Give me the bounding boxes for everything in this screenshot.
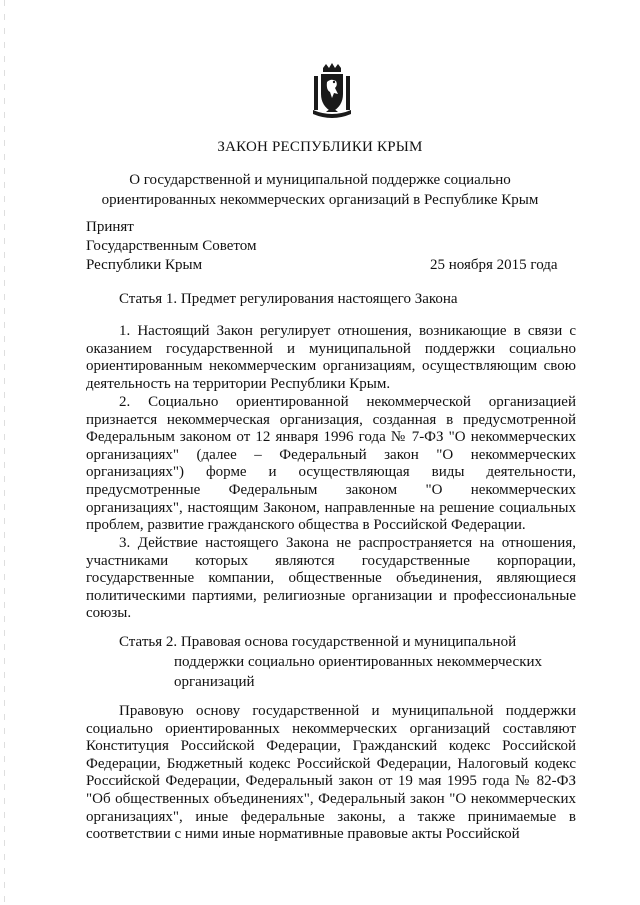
scan-edge-artifact — [4, 0, 5, 905]
adopted-label: Принят — [86, 219, 134, 235]
article-1-paragraph-2: 2. Социально ориентированной некоммерческой организацией признается некоммерческая организация, созданная в предусмотренной Федеральным законом от 12 января 1996 года № 7-ФЗ "О некоммерческих организациях" (далее – Федеральный закон "О некоммерческих организациях") форме и осуществляющая виды деятельности, предусмотренные Федеральным законом "О некоммерческих организациях", настоящим Законом, направленные на решение социальных проблем, развитие гражданского общества в Российской Федерации. — [86, 394, 576, 534]
subtitle-line: О государственной и муниципальной поддержке социально — [129, 172, 511, 188]
adopted-by-line: Республики Крым — [86, 257, 203, 273]
article-2-heading-line: Статья 2. Правовая основа государственной и муниципальной — [119, 634, 517, 650]
article-2-heading-line: поддержки социально ориентированных некоммерческих — [174, 654, 543, 670]
adopted-by-line: Государственным Советом — [86, 238, 257, 254]
subtitle-line: ориентированных некоммерческих организаций в Республике Крым — [101, 192, 539, 208]
article-2-heading-line: организаций — [174, 674, 255, 690]
article-2-paragraph-1: Правовую основу государственной и муниципальной поддержки социально ориентированных некоммерческих организаций составляют Конституция Российской Федерации, Гражданский кодекс Российской Федерации, Бюджетный кодекс Российской Федерации, Налоговый кодекс Российской Федерации, Федеральный закон от 19 мая 1995 года № 82-ФЗ "Об общественных объединениях", Федеральный закон "О некоммерческих организациях", иные федеральные законы, а также принимаемые в соответствии с ними иные нормативные правовые акты Российской — [86, 703, 576, 843]
article-2-heading — [119, 632, 542, 692]
adoption-date: 25 ноября 2015 года — [430, 257, 558, 273]
article-1-paragraph-3: 3. Действие настоящего Закона не распространяется на отношения, участниками которых являются государственные корпорации, государственные компании, общественные объединения, являющиеся политическими партиями, религиозные организации и профессиональные союзы. — [86, 535, 576, 622]
article-1-heading: Статья 1. Предмет регулирования настоящего Закона — [119, 291, 458, 307]
article-1-paragraph-1: 1. Настоящий Закон регулирует отношения, возникающие в связи с оказанием государственной и муниципальной поддержки социально ориентированным некоммерческим организациям, осуществляющим свою деятельность на территории Республики Крым. — [86, 323, 576, 392]
adoption-block — [86, 218, 257, 275]
law-title: ЗАКОН РЕСПУБЛИКИ КРЫМ — [217, 139, 423, 155]
law-subtitle — [0, 170, 640, 210]
coat-of-arms-icon — [309, 62, 355, 118]
